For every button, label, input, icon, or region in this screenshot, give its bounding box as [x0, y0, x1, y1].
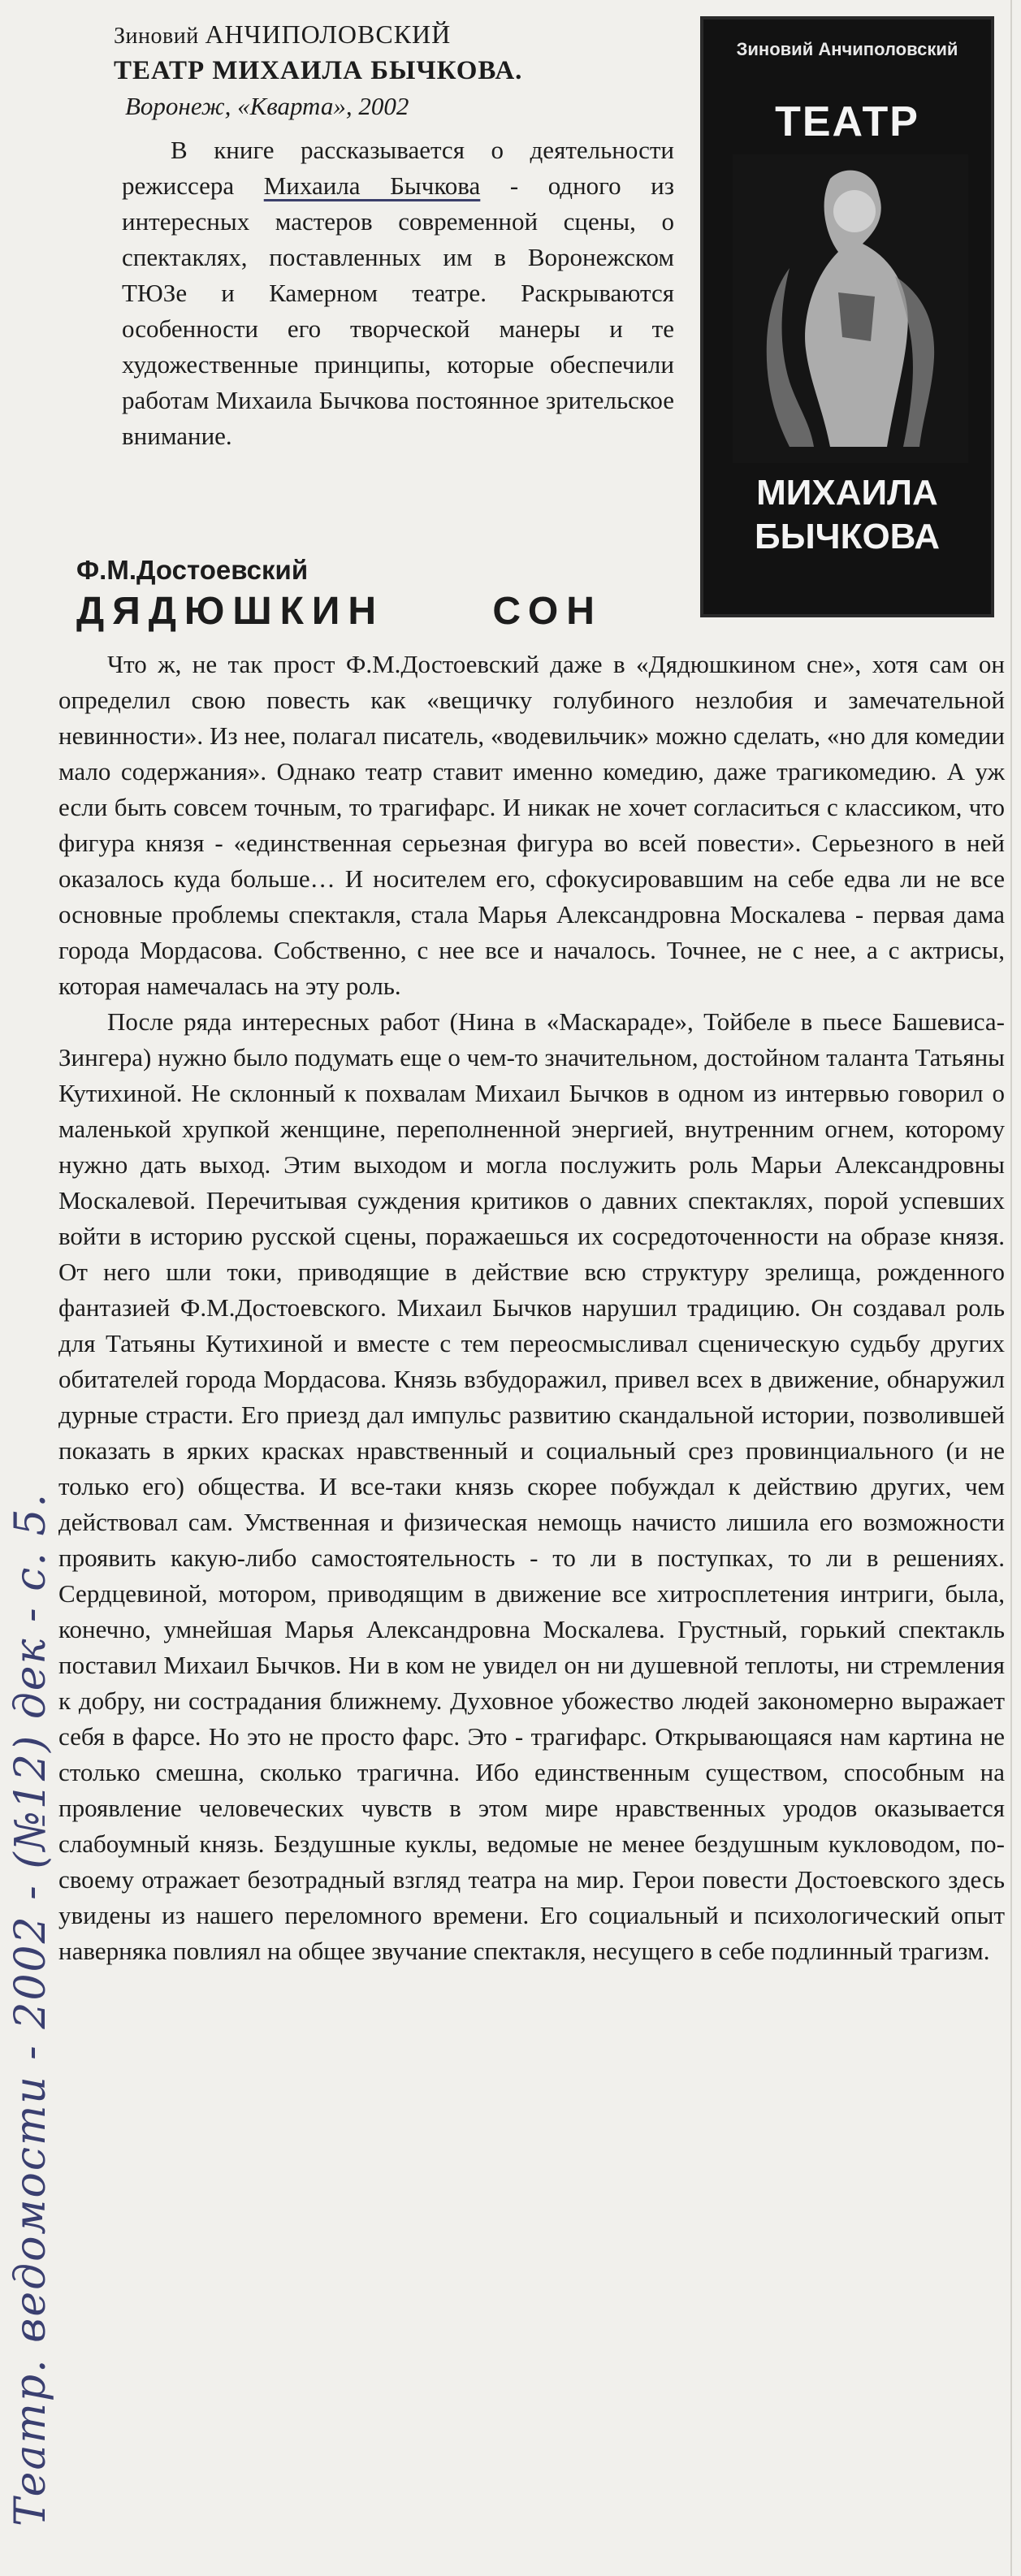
- article-body: [58, 647, 1005, 1969]
- article-title: ДЯДЮШКИН СОН: [76, 590, 603, 633]
- review-author-first: Зиновий: [114, 24, 199, 49]
- book-cover-title-line2: БЫЧКОВА: [754, 517, 941, 556]
- book-cover: [700, 16, 994, 617]
- scan-edge: [1010, 0, 1012, 2576]
- review-publication: Воронеж, «Кварта», 2002: [125, 92, 409, 120]
- review-author: [114, 18, 674, 53]
- review-author-last: АНЧИПОЛОВСКИЙ: [205, 19, 452, 49]
- book-cover-photo: [733, 154, 968, 463]
- book-cover-author: Зиновий Анчиполовский: [736, 39, 958, 59]
- article-paragraph-1: Что ж, не так прост Ф.М.Достоевский даже в «Дядюшкином сне», хотя сам он определил свою повесть как «вещичку голубиного незлобия и замечательной невинности». Из нее, полагал писатель, «водевильчик» можно сделать, «но для комедии мало содержания». Однако театр ставит именно комедию, даже трагикомедию. А уж если быть совсем точным, то трагифарс. И никак не хочет согласиться с классиком, что фигура князя - «единственная серьезная фигура во всей повести». Серьезного в ней оказалось куда больше… И носителем его, сфокусировавшим на себе едва ли не все основные проблемы спектакля, стала Марья Александровна Москалева - первая дама города Мордасова. Собственно, с нее все и началось. Точнее, не с нее, а с актрисы, которая намечалась на эту роль.: [58, 650, 1005, 1000]
- article: [58, 552, 1005, 1969]
- review-body: [122, 132, 674, 454]
- article-paragraph-2: После ряда интересных работ (Нина в «Маскараде», Тойбеле в пьесе Башевиса-Зингера) нужно было подумать еще о чем-то значительном, достойном таланта Татьяны Кутихиной. Не склонный к похвалам Михаил Бычков в одном из интервью говорил о маленькой хрупкой женщине, переполненной энергией, внутренним огнем, которому нужно дать выход. Этим выходом и могла послужить роль Марьи Александровны Москалевой. Перечитывая суждения критиков о давних спектаклях, порой успевших войти в историю русской сцены, поражаешься их сосредоточенности на образе князя. От него шли токи, приводящие в действие всю структуру зрелища, рожденного фантазией Ф.М.Достоевского. Михаил Бычков нарушил традицию. Он создавал роль для Татьяны Кутихиной и вместе с тем переосмысливал сценическую судьбу других обитателей города Мордасова. Князь взбудоражил, привел всех в движение, обнаружил дурные страсти. Его приезд дал импульс развитию скандальной истории, позволившей показать в ярких красках нравственный и социальный срез провинциального (и не только его) общества. И все-таки князь скорее побуждал к действию других, чем действовал сам. Умственная и физическая немощь начисто лишила его возможности проявить какую-либо самостоятельность - то ли в поступках, то ли в решениях. Сердцевиной, мотором, приводящим в движение все хитросплетения интриги, была, конечно, умнейшая Марья Александровна Москалева. Грустный, горький спектакль поставил Михаил Бычков. Ни в ком не увидел он ни душевной теплоты, ни стремления к добру, ни сострадания ближнему. Духовное убожество людей закономерно выражает себя в фарсе. Но это не просто фарс. Это - трагифарс. Открывающаяся нам картина не столько смешна, сколько трагична. Ибо единственным существом, способным на проявление человеческих чувств в этом мире нравственных уродов оказывается слабоумный князь. Бездушные куклы, ведомые не менее бездушным кукловодом, по-своему отражает безотрадный взгляд театра на мир. Герои повести Достоевского здесь увидены из нашего переломного времени. Его социальный и психологический опыт наверняка повлиял на общее звучание спектакля, несущего в себе подлинный трагизм.: [58, 1007, 1005, 1965]
- book-cover-title-bottom: [700, 471, 994, 559]
- handwritten-source-note: Театр. ведомости - 2002 - (№12) дек - с. 5.: [6, 1491, 55, 2526]
- review-body-highlight: Михаила Бычкова: [263, 171, 481, 200]
- book-cover-title-line1: МИХАИЛА: [756, 473, 938, 513]
- book-cover-title-top: ТЕАТР: [775, 98, 919, 145]
- article-author: Ф.М.Достоевский: [76, 555, 309, 585]
- review-body-end: - одного из интересных мастеров современной сцены, о спектаклях, поставленных им в Воронежском ТЮЗе и Камерном театре. Раскрываются особенности его творческой манеры и те художественные принципы, которые обеспечили работам Михаила Бычкова постоянное зрительское внимание.: [122, 171, 674, 450]
- review-body-start: В книге рассказывается о деятельности режиссера: [122, 136, 674, 200]
- book-review: [114, 18, 674, 454]
- review-title: ТЕАТР МИХАИЛА БЫЧКОВА.: [114, 56, 523, 85]
